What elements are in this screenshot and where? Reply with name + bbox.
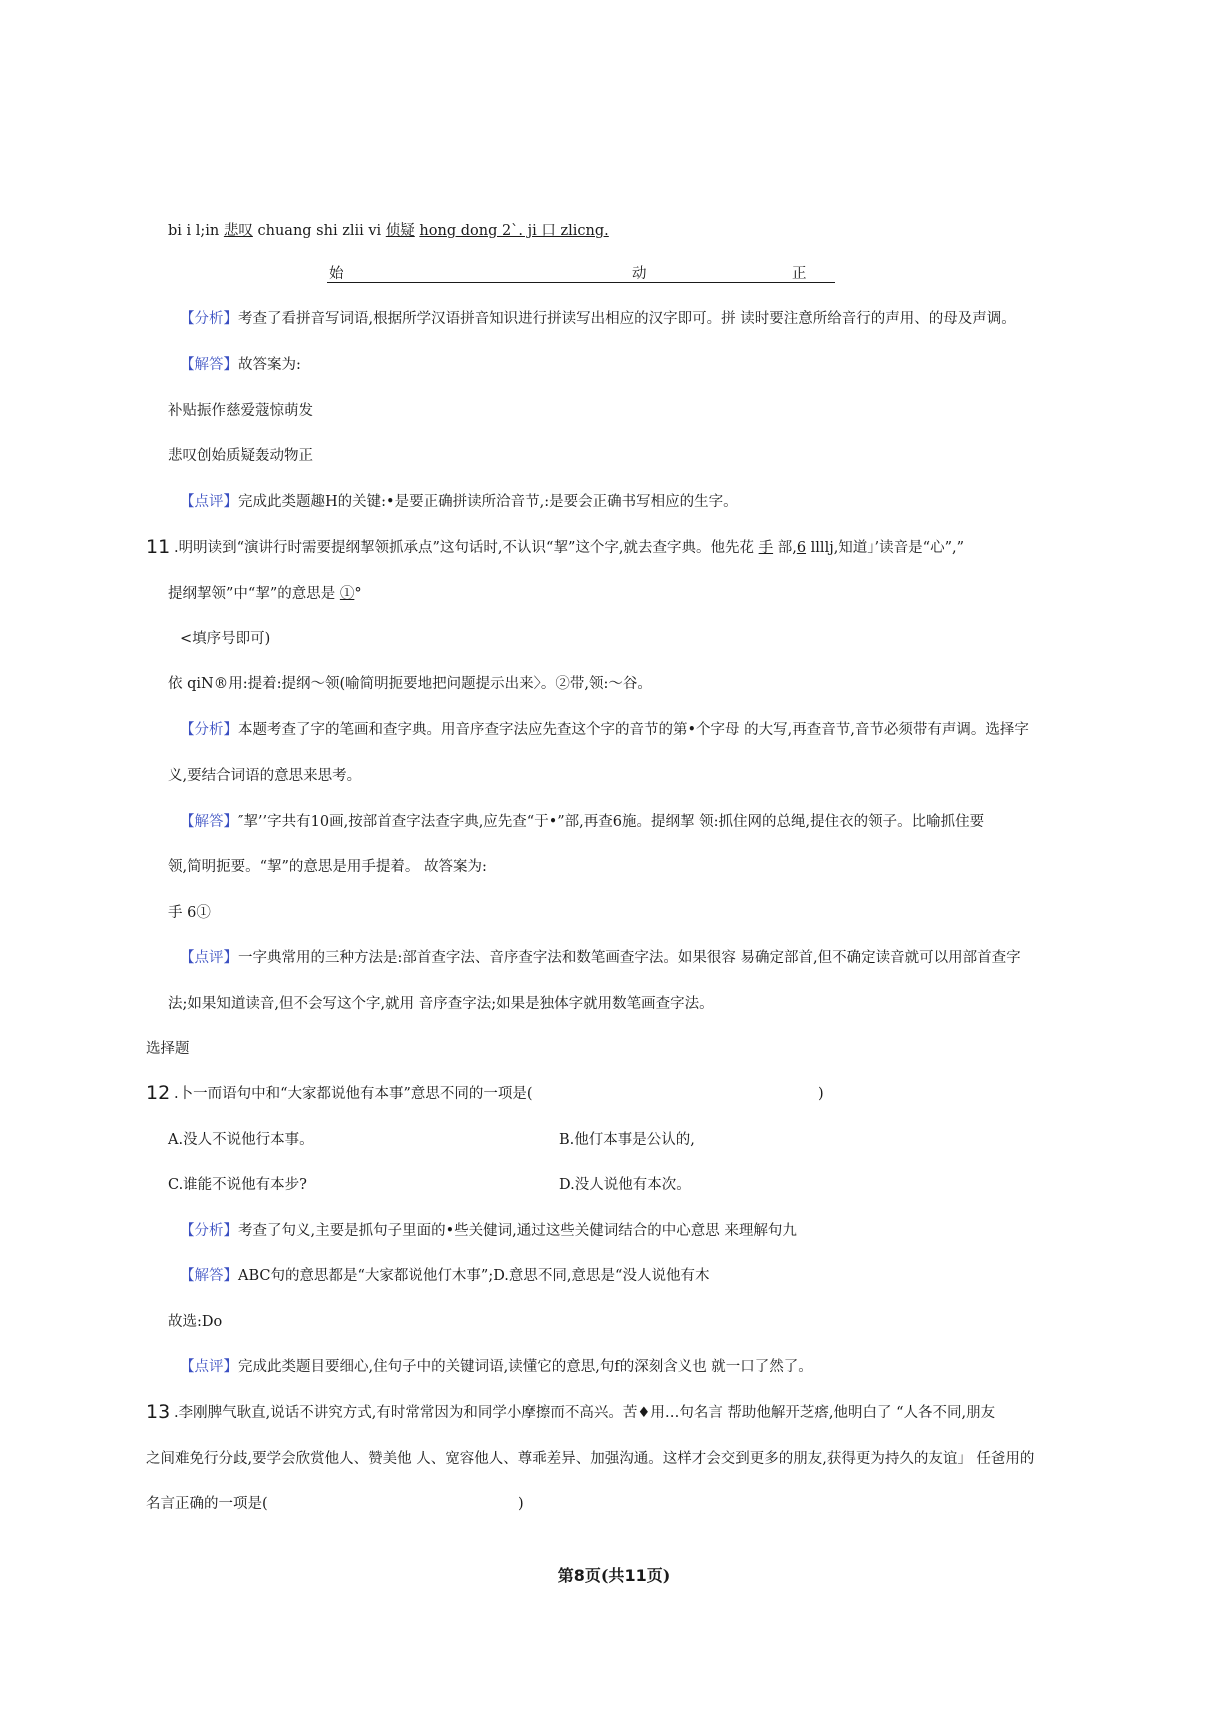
pinyin-line xyxy=(168,222,609,240)
q11-stem-line-1 xyxy=(174,539,964,557)
question-number: 13 xyxy=(146,1401,171,1423)
stem-text: .明明读到“演讲行时需要提纲挈领抓承点”这句话时,不认识“挈”这个字,就去查字典。他先花 xyxy=(174,540,754,556)
q12-stem: .卜一而语句中和“大家都说他有本事”意思不同的一项是( xyxy=(174,1086,533,1102)
answer-tag: 【解答】 xyxy=(180,1268,238,1284)
answer-tag: 【解答】 xyxy=(180,357,238,373)
analysis-tag: 【分析】 xyxy=(180,311,238,327)
q13-line-3: 名言正确的一项是( xyxy=(146,1496,268,1512)
stem-text: 部, xyxy=(777,540,797,556)
comment-text: 完成此类题趣H的关键:•是要正确拼读所洽音节,:是要会正确书写相应的生字。 xyxy=(238,494,738,510)
q11-definition: 依 qiN®用:提着:提纲〜领(喻简明扼要地把问题提示出来〉。②带,领:〜谷。 xyxy=(168,676,652,692)
page-number: 8 xyxy=(573,1566,585,1585)
question-number: 11 xyxy=(146,536,171,558)
pinyin-text: chuang shi zlii vi xyxy=(257,223,382,239)
comment-tag: 【点评】 xyxy=(180,494,238,510)
q11-comment-1 xyxy=(180,949,1021,967)
analysis-tag: 【分析】 xyxy=(180,722,238,738)
stem-text: 提纲挈领”中“挈”的意思是 xyxy=(168,586,336,602)
q12-stem-end: ) xyxy=(818,1086,824,1102)
q12-option-b: B.他仃本事是公认的, xyxy=(559,1132,695,1148)
q10-answer-line-1: 补贴振作慈爱蔻惊萌发 xyxy=(168,403,313,419)
analysis-text: 考查了句义,主要是抓句子里面的•些关健词,通过这些关健词结合的中心意思 来理解句九 xyxy=(238,1223,797,1239)
analysis-text: 本题考查了字的笔画和查字典。用音序查字法应先查这个字的音节的第•个字母 的大写,再查音节,音节必须带有声调。选择字 xyxy=(238,722,1029,738)
q13-line-2: 之间难免行分歧,要学会欣赏他人、赞美他 人、宽容他人、尊乖差异、加强沟通。这样才会交到更多的朋友,获得更为持久的友谊」 任爸用的 xyxy=(146,1451,1035,1467)
analysis-tag: 【分析】 xyxy=(180,1223,238,1239)
q12-comment xyxy=(180,1358,813,1376)
q12-option-d: D.没人说他有本次。 xyxy=(559,1177,691,1193)
answer-text: ABC句的意思都是“大家都说他仃木事”;D.意思不同,意思是“没人说他有木 xyxy=(238,1268,710,1284)
answer-text: 故答案为: xyxy=(238,357,301,373)
stem-text: llllj,知道」’读音是“心”,” xyxy=(810,540,965,556)
q11-analysis-1 xyxy=(180,721,1029,739)
q10-comment xyxy=(180,493,738,511)
q11-analysis-2: 义,要结合词语的意思来思考。 xyxy=(168,768,362,784)
q13-line-3-end: ) xyxy=(518,1496,524,1512)
q11-stem-line-2 xyxy=(168,585,362,603)
q11-comment-2: 法;如果知道读音,但不会写这个字,就用 音序查字法;如果是独体字就用数笔画查字法。 xyxy=(168,996,714,1012)
q10-answer xyxy=(180,356,301,374)
comment-text: 完成此类题目要细心,住句子中的关键词语,读懂它的意思,句f的深刻含义也 就一口了然了。 xyxy=(238,1359,813,1375)
section-heading: 选择题 xyxy=(146,1041,190,1057)
answer-blank: 手 xyxy=(758,540,774,556)
answer-word: 侦疑 xyxy=(385,223,415,239)
q12-option-c: C.谁能不说他有本步? xyxy=(168,1177,307,1193)
q13-line-1: .李刚脾气耿直,说话不讲究方式,有时常常因为和同学小摩擦而不高兴。苦♦用…句名言 帮助他解开芝瘩,他明白了 “人各不同,朋友 xyxy=(174,1405,996,1421)
footer-text: 页) xyxy=(646,1566,671,1585)
footer-text: 页(共 xyxy=(584,1566,625,1585)
page-footer xyxy=(0,1563,1228,1586)
answer-blank: 6 xyxy=(796,540,807,556)
pinyin-text: hong dong 2ˋ. ji 口 zlicng. xyxy=(419,223,609,239)
comment-tag: 【点评】 xyxy=(180,1359,238,1375)
answer-tag: 【解答】 xyxy=(180,814,238,830)
underline-blank xyxy=(327,266,835,283)
q11-hint: <填序号即可) xyxy=(180,631,271,647)
comment-text: 一字典常用的三种方法是:部首查字法、音序查字法和数笔画查字法。如果很容 易确定部首,但不确定读音就可以用部首查字 xyxy=(238,950,1021,966)
answer-text: ″挈’’字共有10画,按部首查字法查字典,应先查“于•”部,再查6施。提纲挈 领:抓住网的总绳,提住衣的领子。比喻抓住要 xyxy=(238,814,985,830)
comment-tag: 【点评】 xyxy=(180,950,238,966)
q11-answer-2: 领,简明扼要。“挈”的意思是用手提着。 故答案为: xyxy=(168,859,487,875)
answer-blank: ① xyxy=(339,586,355,602)
q12-answer xyxy=(180,1267,709,1285)
question-number: 12 xyxy=(146,1082,171,1104)
q12-choice: 故选:Do xyxy=(168,1314,223,1330)
answer-char: 正 xyxy=(792,266,807,282)
answer-char: 始 xyxy=(329,266,344,282)
q12-analysis xyxy=(180,1222,797,1240)
footer-text: 第 xyxy=(557,1566,574,1585)
q11-answer-3: 手 6① xyxy=(168,905,211,921)
q10-answer-line-2: 悲叹创始质疑轰动物正 xyxy=(168,448,313,464)
page-total: 11 xyxy=(624,1566,647,1585)
q10-analysis xyxy=(180,310,1016,328)
stem-text: ° xyxy=(354,586,362,602)
answer-word: 悲叹 xyxy=(223,223,253,239)
pinyin-text: bi i l;in xyxy=(168,223,220,239)
answer-char: 动 xyxy=(632,266,647,282)
q11-answer-1 xyxy=(180,813,984,831)
q12-option-a: A.没人不说他行本事。 xyxy=(168,1132,314,1148)
analysis-text: 考查了看拼音写词语,根据所学汉语拼音知识进行拼读写出相应的汉字即可。拼 读时要注意所给音行的声用、的母及声调。 xyxy=(238,311,1016,327)
